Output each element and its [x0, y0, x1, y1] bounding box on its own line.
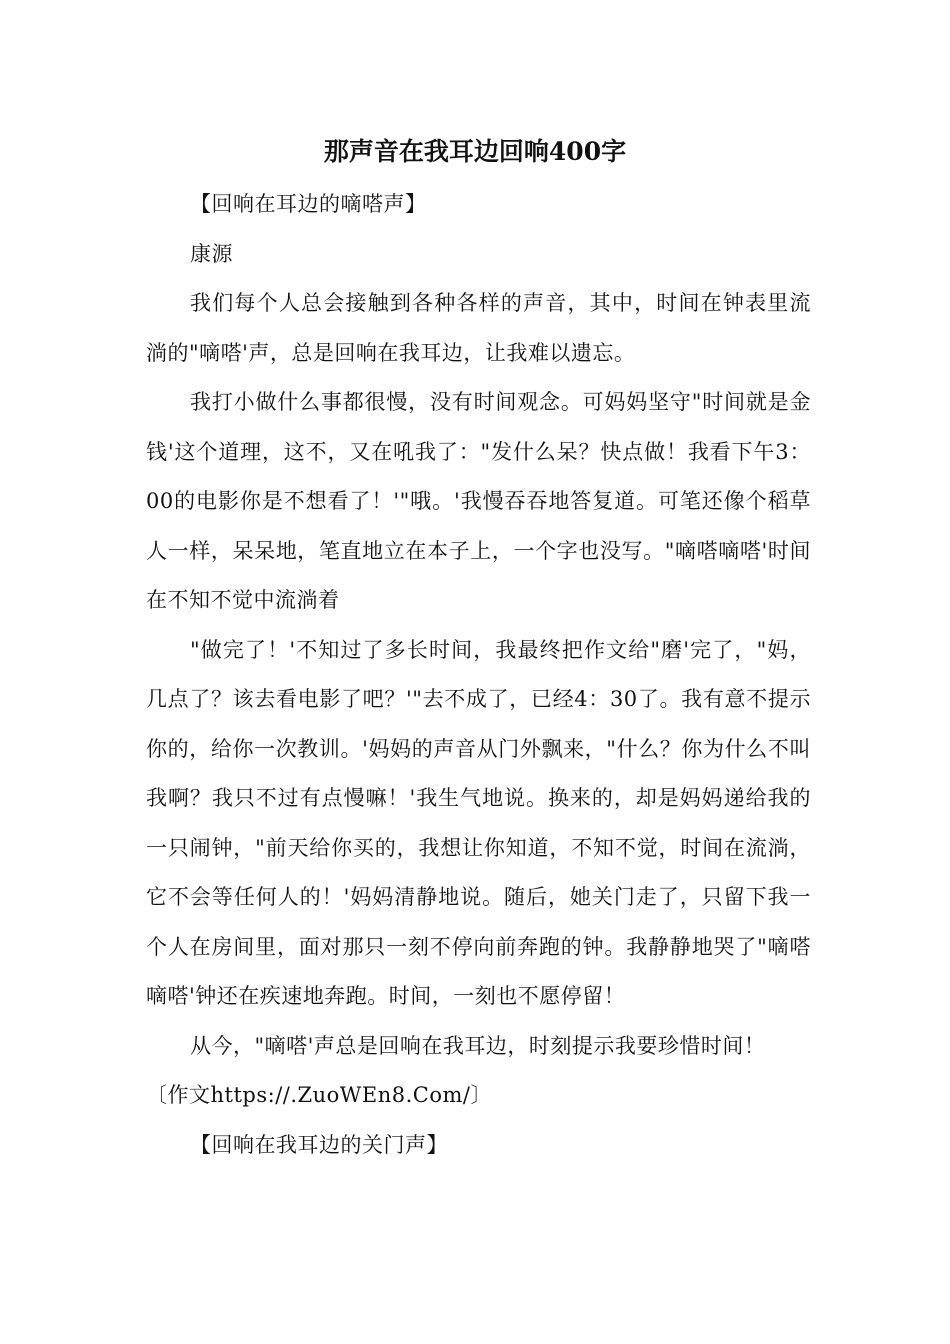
paragraph-finished: "做完了！'不知过了多长时间，我最终把作文给"磨'完了，"妈，几点了？该去看电影了吧？'"去不成了，已经4：30了。我有意不提示你的，给你一次教训。'妈妈的声音从门外飘来，"什么？你为什么不叫我啊？我只不过有点慢嘛！'我生气地说。换来的，却是妈妈递给我的一只闹钟，"前天给你买的，我想让你知道，不知不觉，时间在流淌，它不会等任何人的！'妈妈清静地说。随后，她关门走了，只留下我一个人在房间里，面对那只一刻不停向前奔跑的钟。我静静地哭了"嘀嗒嘀嗒'钟还在疾速地奔跑。时间，一刻也不愿停留！: [146, 637, 811, 1008]
paragraph-slow: 我打小做什么事都很慢，没有时间观念。可妈妈坚守"时间就是金钱'这个道理，这不，又在吼我了："发什么呆？快点做！我看下午3：00的电影你是不想看了！'"哦。'我慢吞吞地答复道。可笔还像个稻草人一样，呆呆地，笔直地立在本子上，一个字也没写。"嘀嗒嘀嗒'时间在不知不觉中流淌着: [146, 390, 811, 612]
paragraph-conclusion: 从今，"嘀嗒'声总是回响在我耳边，时刻提示我要珍惜时间！: [190, 1033, 766, 1058]
source-note: 〔作文https://.ZuoWEn8.Com/〕: [146, 1083, 492, 1107]
document-title: 那声音在我耳边回响400字: [323, 137, 627, 166]
document-body: [146, 180, 811, 1170]
section-heading-ticking: 【回响在耳边的嘀嗒声】: [190, 192, 427, 216]
author-name: 康源: [190, 241, 233, 266]
paragraph-intro: 我们每个人总会接触到各种各样的声音，其中，时间在钟表里流淌的"嘀嗒'声，总是回响在我耳边，让我难以遗忘。: [146, 291, 811, 365]
section-heading-door: 【回响在我耳边的关门声】: [190, 1132, 448, 1157]
